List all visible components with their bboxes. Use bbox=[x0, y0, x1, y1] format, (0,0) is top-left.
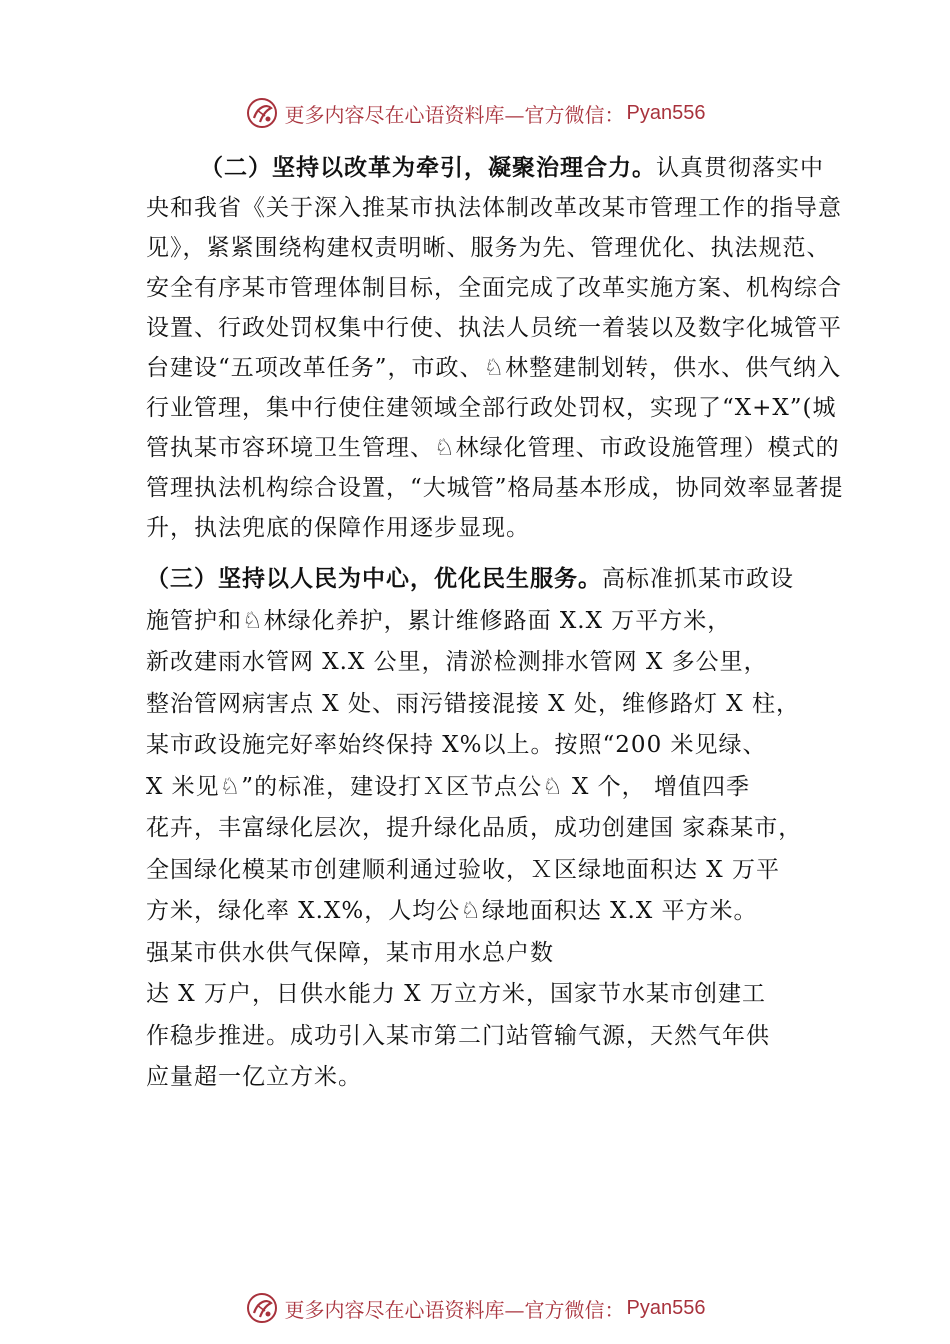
banner-wechat-id: Pyan556 bbox=[626, 101, 706, 124]
section-3-line: 施管护和♘林绿化养护，累计维修路面 X.X 万平方米， bbox=[146, 607, 732, 634]
section-3-line: 方米，绿化率 X.X%，人均公♘绿地面积达 X.X 平方米。 bbox=[146, 898, 758, 924]
banner-text: 更多内容尽在心语资料库—官方微信： bbox=[284, 1297, 625, 1322]
section-3-line: 全国绿化模某市创建顺利通过验收，Ｘ区绿地面积达 X 万平 bbox=[146, 856, 780, 883]
section-3-line: X 米见♘”的标准，建设打Ｘ区节点公♘ X 个， 增值四季 bbox=[146, 773, 750, 800]
header-banner bbox=[0, 93, 950, 133]
seal-logo-icon bbox=[245, 1291, 279, 1325]
section-3-line: 作稳步推进。成功引入某市第二门站管输气源，天然气年供 bbox=[146, 1022, 770, 1049]
section-3-heading: （三）坚持以人民为中心，优化民生服务。 bbox=[146, 565, 602, 592]
section-2-body: 认真贯彻落实中央和我省《关于深入推某市执法体制改革改某市管理工作的指导意见》，紧紧围绕构建权责明晰、服务为先、管理优化、执法规范、安全有序某市管理体制目标，全面完成了改革实施方案、机构综合设置、行政处罚权集中行使、执法人员统一着装以及数字化城管平台建设“五项改革任务”，市政、♘林整建制划转，供水、供气纳入行业管理，集中行使住建领域全部行政处罚权，实现了“X+X”(城管执某市容环境卫生管理、♘林绿化管理、市政设施管理）模式的管理执法机构综合设置，“大城管”格局基本形成，协同效率显著提升，执法兜底的保障作用逐步显现。 bbox=[146, 155, 844, 541]
document-body bbox=[146, 148, 846, 1099]
section-3-paragraph bbox=[146, 558, 846, 1099]
seal-logo-icon bbox=[245, 96, 279, 130]
section-3-line: 整治管网病害点 X 处、雨污错接混接 X 处，维修路灯 X 柱， bbox=[146, 690, 800, 717]
section-3-line: 达 X 万户，日供水能力 X 万立方米，国家节水某市创建工 bbox=[146, 981, 766, 1007]
section-3-line: 某市政设施完好率始终保持 X%以上。按照“200 米见绿、 bbox=[146, 732, 767, 758]
section-2-paragraph bbox=[146, 148, 846, 548]
section-3-line: 新改建雨水管网 X.X 公里，清淤检测排水管网 X 多公里， bbox=[146, 649, 768, 675]
banner-text: 更多内容尽在心语资料库—官方微信： bbox=[284, 102, 625, 127]
section-2-heading: （二）坚持以改革为牵引，凝聚治理合力。 bbox=[200, 154, 656, 181]
banner-wechat-id: Pyan556 bbox=[626, 1296, 706, 1319]
footer-banner bbox=[0, 1288, 950, 1328]
section-3-line: 强某市供水供气保障，某市用水总户数 bbox=[146, 939, 554, 966]
section-3-line: 应量超一亿立方米。 bbox=[146, 1064, 362, 1090]
section-3-line: （三）坚持以人民为中心，优化民生服务。高标准抓某市政设 bbox=[146, 565, 794, 592]
section-3-line: 花卉，丰富绿化层次，提升绿化品质，成功创建国 家森某市， bbox=[146, 815, 803, 841]
